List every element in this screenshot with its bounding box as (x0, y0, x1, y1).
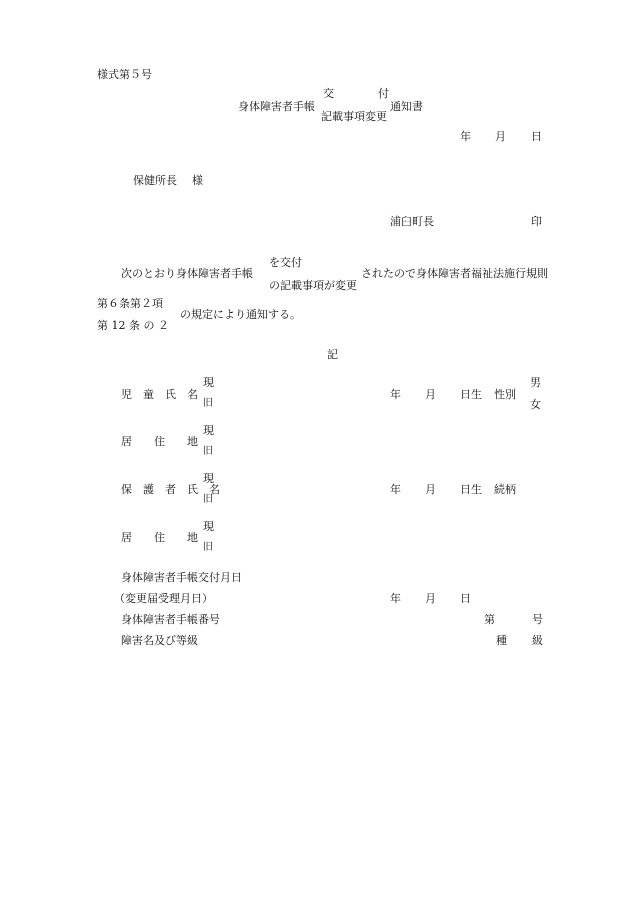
child-name-current: 現 (203, 376, 214, 389)
title-main: 身体障害者手帳 (238, 100, 315, 113)
date-month: 月 (495, 130, 506, 143)
disability-type: 種 (496, 634, 507, 647)
ki-heading: 記 (327, 348, 338, 361)
handbook-number-label: 身体障害者手帳番号 (121, 613, 220, 626)
issue-date-label: 身体障害者手帳交付月日 (121, 571, 242, 584)
date-day: 日 (531, 130, 542, 143)
seal-mark: 印 (531, 215, 542, 228)
handbook-number-prefix: 第 (484, 613, 495, 626)
body-ending: の規定により通知する。 (180, 308, 301, 321)
body-article-b: 第 12 条 の ２ (97, 319, 169, 332)
title-option-issue-b: 付 (378, 87, 389, 100)
guardian-address-label: 居 住 地 (121, 531, 198, 544)
guardian-address-current: 現 (203, 520, 214, 533)
sex-female: 女 (530, 398, 541, 411)
child-name-old: 旧 (203, 398, 213, 409)
guardian-address-old: 旧 (203, 542, 213, 553)
guardian-name-old: 旧 (203, 494, 213, 505)
child-address-current: 現 (203, 424, 214, 437)
child-address-old: 旧 (203, 446, 213, 457)
child-address-label: 居 住 地 (121, 435, 198, 448)
issue-year: 年 (390, 592, 401, 605)
guardian-name-current: 現 (203, 472, 214, 485)
disability-label: 障害名及び等級 (121, 634, 198, 647)
title-option-change: 記載事項変更 (321, 110, 387, 123)
body-option-issue: を交付 (269, 256, 302, 269)
guardian-birth-suffix: 日生 (460, 483, 482, 496)
child-birth-year: 年 (390, 388, 401, 401)
sex-label: 性別 (494, 388, 516, 401)
guardian-birth-year: 年 (390, 483, 401, 496)
addressee-name: 保健所長 (133, 174, 177, 187)
date-year: 年 (460, 130, 471, 143)
issue-day: 日 (460, 592, 471, 605)
child-birth-month: 月 (425, 388, 436, 401)
change-date-label: （変更届受理月日） (114, 592, 213, 605)
child-name-label: 児 童 氏 名 (121, 388, 198, 401)
body-option-change: の記載事項が変更 (269, 279, 357, 292)
title-suffix: 通知書 (390, 100, 423, 113)
handbook-number-suffix: 号 (532, 613, 543, 626)
child-birth-suffix: 日生 (460, 388, 482, 401)
guardian-birth-month: 月 (425, 483, 436, 496)
addressee-honorific: 様 (192, 174, 203, 187)
guardian-name-label: 保 護 者 氏 名 (121, 483, 220, 496)
body-prefix: 次のとおり身体障害者手帳 (121, 267, 253, 280)
body-article-a: 第６条第２項 (97, 297, 163, 310)
title-option-issue-a: 交 (323, 87, 334, 100)
body-middle: されたので身体障害者福祉法施行規則 (361, 267, 548, 280)
form-number: 様式第５号 (97, 68, 152, 81)
relation-label: 続柄 (494, 483, 516, 496)
issue-month: 月 (425, 592, 436, 605)
disability-grade: 級 (532, 634, 543, 647)
sender-name: 浦臼町長 (390, 215, 434, 228)
sex-male: 男 (530, 376, 541, 389)
